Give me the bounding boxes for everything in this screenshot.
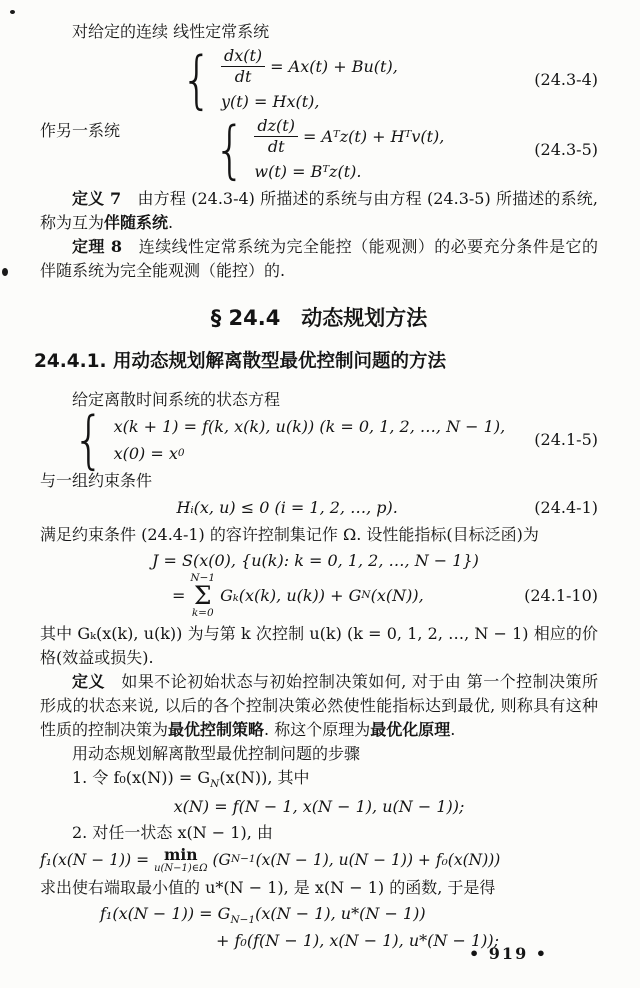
equation-text: = Aᵀz(t) + Hᵀv(t), (302, 126, 445, 146)
theorem-8 (40, 235, 598, 283)
subscript: N−1 (230, 914, 256, 927)
intro-paragraph: 对给定的连续 线性定常系统 (72, 22, 270, 41)
optimal-policy-term: 最优控制策略 (168, 719, 265, 739)
equation-line (254, 117, 444, 157)
subscript: N (210, 777, 220, 790)
equation-text: = Ax(t) + Bu(t), (270, 56, 398, 76)
equation-text: x(0) = x (113, 443, 178, 463)
cost-line-1: J = S(x(0), {u(k): k = 0, 1, 2, …, N − 1}) (152, 550, 479, 570)
equation-line (254, 160, 444, 184)
min-equation (40, 844, 598, 874)
sigma-symbol: Σ (193, 581, 212, 611)
scan-speck (2, 268, 8, 276)
definition-7-term: 伴随系统 (104, 212, 169, 232)
fraction-denominator: dt (267, 137, 285, 157)
price-paragraph: 其中 Gₖ(x(k), u(k)) 为与第 k 次控制 u(k) (k = 0, 1, 2, …, N − 1) 相应的价格(效益或损失). (40, 623, 598, 667)
find-min-paragraph: 求出使右端取最小值的 u*(N − 1), 是 x(N − 1) 的函数, 于是得 (40, 877, 496, 897)
equation-line (221, 90, 398, 114)
fraction-denominator: dt (234, 67, 252, 87)
equals-sign: = (172, 586, 186, 606)
definition-7-label: 定义 7 (72, 188, 122, 208)
definition-7-period: . (168, 212, 174, 232)
constraints-intro: 与一组约束条件 (40, 470, 153, 490)
scan-speck (10, 10, 15, 14)
definition-label: 定义 (72, 671, 105, 691)
subscript: N (361, 589, 371, 602)
result-line-1 (100, 902, 598, 929)
definition-mid: . 称这个原理为 (264, 719, 371, 739)
fraction (221, 47, 265, 87)
admissible-set-paragraph: 满足约束条件 (24.4-1) 的容许控制集记作 Ω. 设性能指标(目标泛函)为 (40, 524, 539, 544)
equation-24-1-10 (40, 549, 598, 620)
equation-text: (x(N − 1), u*(N − 1)) (255, 903, 426, 923)
equation-24-3-5 (40, 117, 598, 184)
equation-24-4-1 (40, 496, 598, 520)
step-1-text: 1. 令 f₀(x(N)) = G (72, 767, 211, 787)
step-2: 2. 对任一状态 x(N − 1), 由 (72, 822, 273, 842)
theorem-8-text: 连续线性定常系统为完全能控（能观测）的必要充分条件是它的伴随系统为完全能观测（能控）的. (40, 236, 598, 280)
fraction-numerator: dx(t) (221, 47, 265, 67)
min-operator (154, 844, 208, 874)
equation-text: x(k + 1) = f(k, x(k), u(k)) (k = 0, 1, 2, …, N − 1), (113, 416, 506, 436)
sum-lower-limit: k=0 (191, 607, 214, 620)
equation-number: (24.1-5) (534, 430, 598, 450)
equation-line (221, 47, 398, 87)
superscript: 0 (177, 446, 185, 459)
equation-body (40, 415, 534, 466)
equation-number: (24.3-4) (534, 70, 598, 90)
result-line-2: + f₀(f(N − 1), x(N − 1), u*(N − 1)); (216, 930, 500, 950)
min-label: min (164, 844, 198, 864)
equation-text: (x(N − 1), u(N − 1)) + f₀(x(N))) (255, 850, 501, 869)
equation-text: (x(N)), (370, 586, 424, 606)
fraction (254, 117, 298, 157)
step-1 (40, 766, 598, 793)
summation (190, 573, 215, 620)
fraction-numerator: dz(t) (254, 117, 298, 137)
another-system-label: 作另一系统 (40, 120, 121, 140)
equation-text: y(t) = Hx(t), (220, 91, 320, 111)
optimality-definition (40, 670, 598, 742)
equation-line (114, 415, 506, 439)
definition-7 (40, 187, 598, 235)
definition-period: . (450, 719, 456, 739)
equation-24-1-5 (40, 415, 598, 466)
equation-text: Gₖ(x(k), u(k)) + G (220, 586, 362, 606)
equation-body (40, 47, 534, 114)
state-eq-intro: 给定离散时间系统的状态方程 (72, 389, 281, 409)
subscript: N−1 (230, 853, 256, 866)
theorem-8-label: 定理 8 (72, 236, 122, 256)
sum-upper-limit: N−1 (190, 571, 216, 584)
equation-number: (24.4-1) (534, 497, 598, 517)
cost-line-2-row (40, 573, 598, 620)
equation-text: (G (212, 850, 231, 869)
definition-7-text: 由方程 (24.3-4) 所描述的系统与由方程 (24.3-5) 所描述的系统, 称为互为 (40, 188, 598, 232)
step-1-text-2: (x(N)), 其中 (219, 767, 310, 787)
equation-number: (24.3-5) (534, 140, 598, 160)
equation-text: f₁(x(N − 1)) = G (100, 903, 231, 923)
page-number: • 919 • (469, 944, 548, 963)
equation-text: Hᵢ(x, u) ≤ 0 (i = 1, 2, …, p). (176, 497, 398, 517)
step-1-equation: x(N) = f(N − 1, x(N − 1), u(N − 1)); (173, 796, 465, 816)
equation-body (40, 496, 534, 520)
section-heading: § 24.4 动态规划方法 (210, 305, 428, 330)
optimality-principle-term: 最优化原理 (370, 719, 451, 739)
equation-number: (24.1-10) (524, 586, 598, 606)
equation-text: w(t) = Bᵀz(t). (254, 161, 362, 181)
equation-text: f₁(x(N − 1)) = (40, 850, 150, 869)
equation-line (114, 442, 506, 466)
steps-intro: 用动态规划解离散型最优控制问题的步骤 (72, 743, 361, 763)
subsection-heading: 24.4.1. 用动态规划解离散型最优控制问题的方法 (34, 351, 447, 373)
definition-text: 如果不论初始状态与初始控制决策如何, 对于由 第一个控制决策所形成的状态来说, 以后的各个控制决策必然使性能指标达到最优, 则称具有这种性质的控制决策为 (40, 671, 598, 739)
equation-24-3-4 (40, 47, 598, 114)
equation-body (120, 117, 534, 184)
min-subscript: u(N−1)∈Ω (154, 862, 208, 874)
cost-line-2 (172, 573, 424, 620)
